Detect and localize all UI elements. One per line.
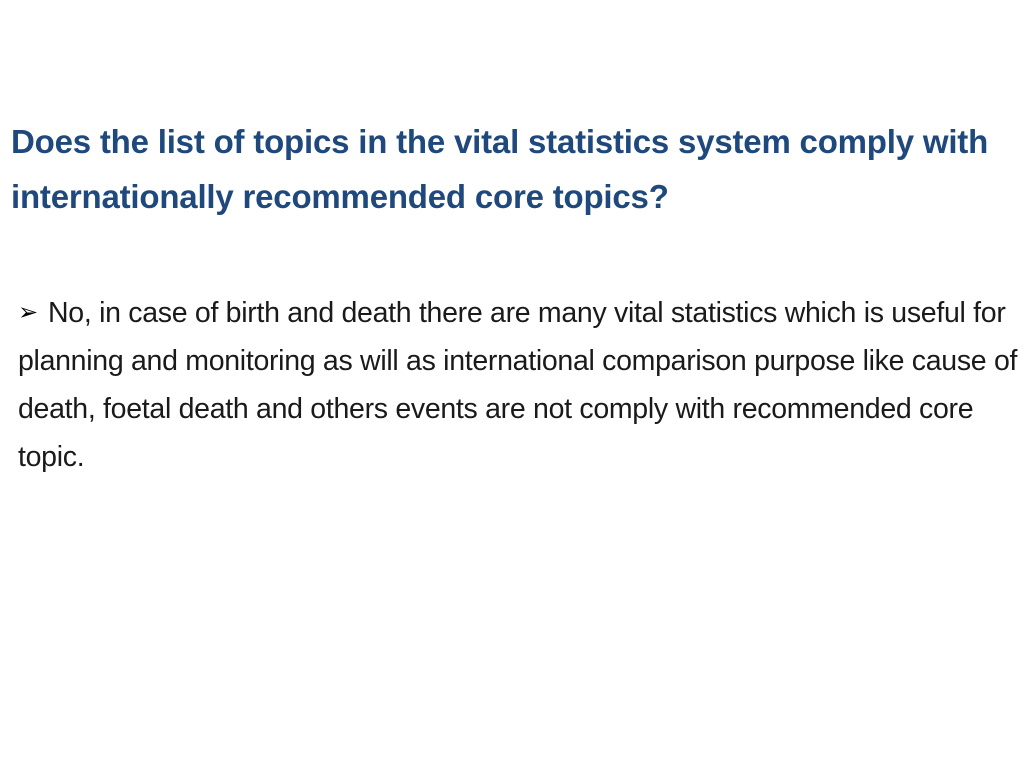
bullet-item <box>18 289 1018 481</box>
arrow-bullet-icon: ➢ <box>18 299 38 326</box>
bullet-text: No, in case of birth and death there are many vital statistics which is useful for planning and monitoring as will as international comparison purpose like cause of death, foetal death and others events are not comply with recommended core topic. <box>18 297 1018 473</box>
slide-title: Does the list of topics in the vital statistics system comply with internationally recommended core topics? <box>11 123 989 215</box>
